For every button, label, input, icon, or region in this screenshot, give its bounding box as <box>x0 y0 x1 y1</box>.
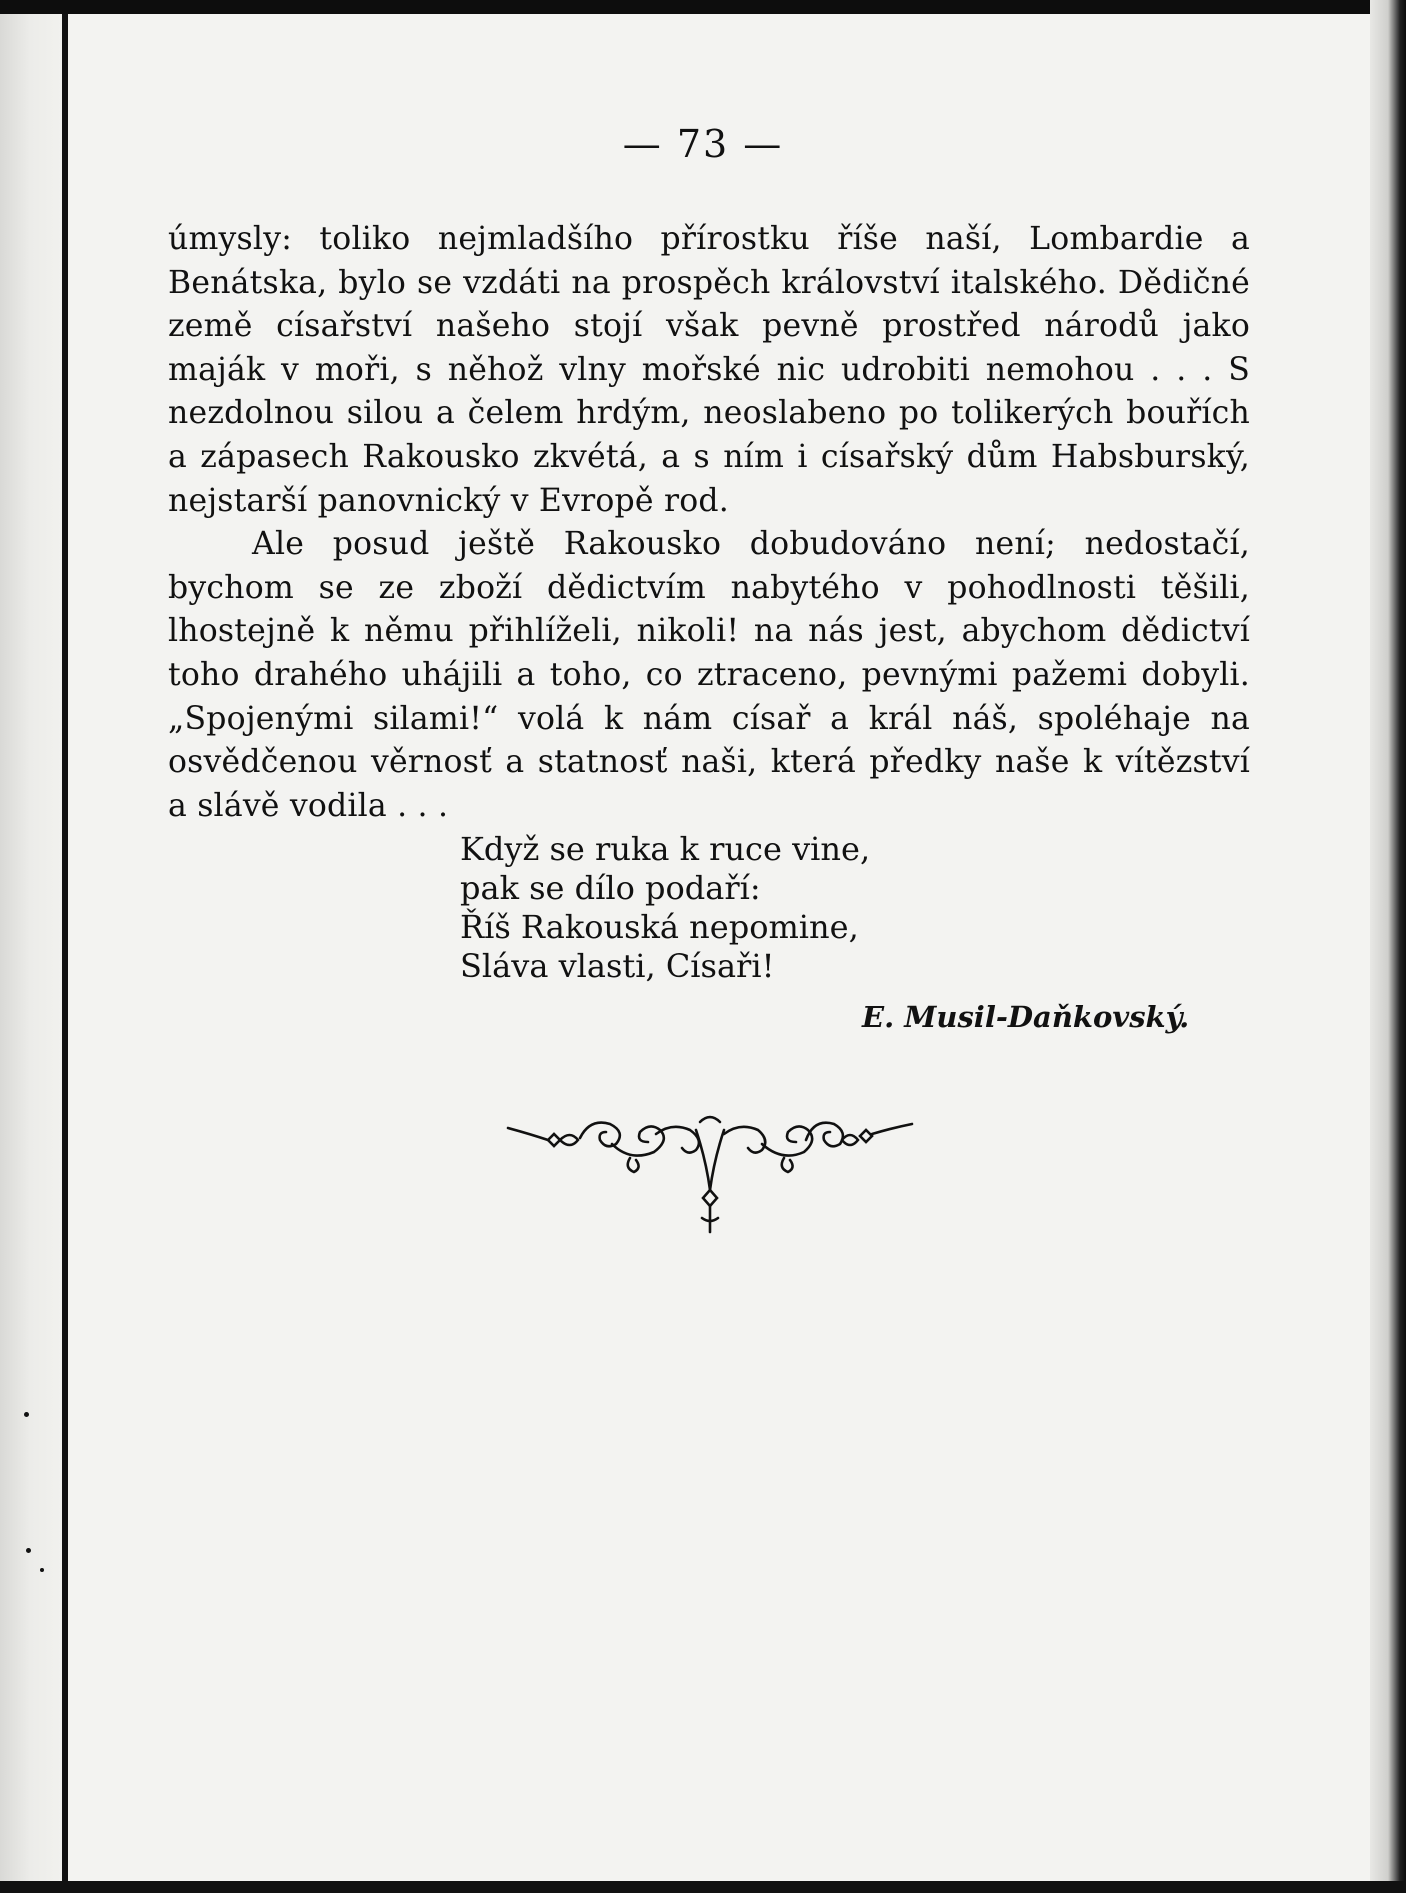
scan-edge-right <box>1370 0 1406 1893</box>
page-spine-edge <box>62 14 68 1893</box>
scan-edge-top <box>0 0 1406 14</box>
scan-speck <box>26 1548 31 1553</box>
scan-edge-bottom <box>0 1881 1406 1893</box>
page-left-margin <box>0 14 62 1893</box>
page-number: — 73 — <box>622 122 784 166</box>
paragraph-2: Ale posud ještě Rakousko dobudováno není; nedostačí, bychom se ze zboží dědictvím nabytého v pohodlnosti těšili, lhostejně k němu přihlíželi, nikoli! na nás jest, abychom dědictví toho drahého uhájili a toho, co ztraceno, pevnými pažemi dobyli. „Spojenými silami!“ volá k nám císař a král náš, spoléhaje na osvědčenou věrnosť a statnosť naši, která předky naše k vítězství a slávě vodila . . . <box>168 526 1250 824</box>
poem-line: Sláva vlasti, Císaři! <box>460 947 775 985</box>
paragraph-1: úmysly: toliko nejmladšího přírostku říše naší, Lombardie a Benátska, bylo se vzdáti na prospěch království italského. Dědičné země císařství našeho stojí však pevně prostřed národů jako maják v moři, s něhož vlny mořské nic udrobiti nemohou . . . S nezdolnou silou a čelem hrdým, neoslabeno po tolikerých bouřích a zápasech Rakousko zkvétá, a s ním i císařský dům Habsburský, nejstarší panovnický v Evropě rod. <box>168 221 1250 519</box>
poem-stanza <box>460 830 870 986</box>
poem-line: Říš Rakouská nepomine, <box>460 908 859 946</box>
scan-speck <box>24 1412 29 1417</box>
floral-vignette-icon <box>500 1100 920 1250</box>
author-signature: E. Musil-Daňkovský. <box>862 1000 1190 1034</box>
poem-line: Když se ruka k ruce vine, <box>460 830 871 868</box>
poem-line: pak se dílo podaří: <box>460 869 761 907</box>
scan-speck <box>40 1568 44 1572</box>
body-text <box>168 218 1250 828</box>
